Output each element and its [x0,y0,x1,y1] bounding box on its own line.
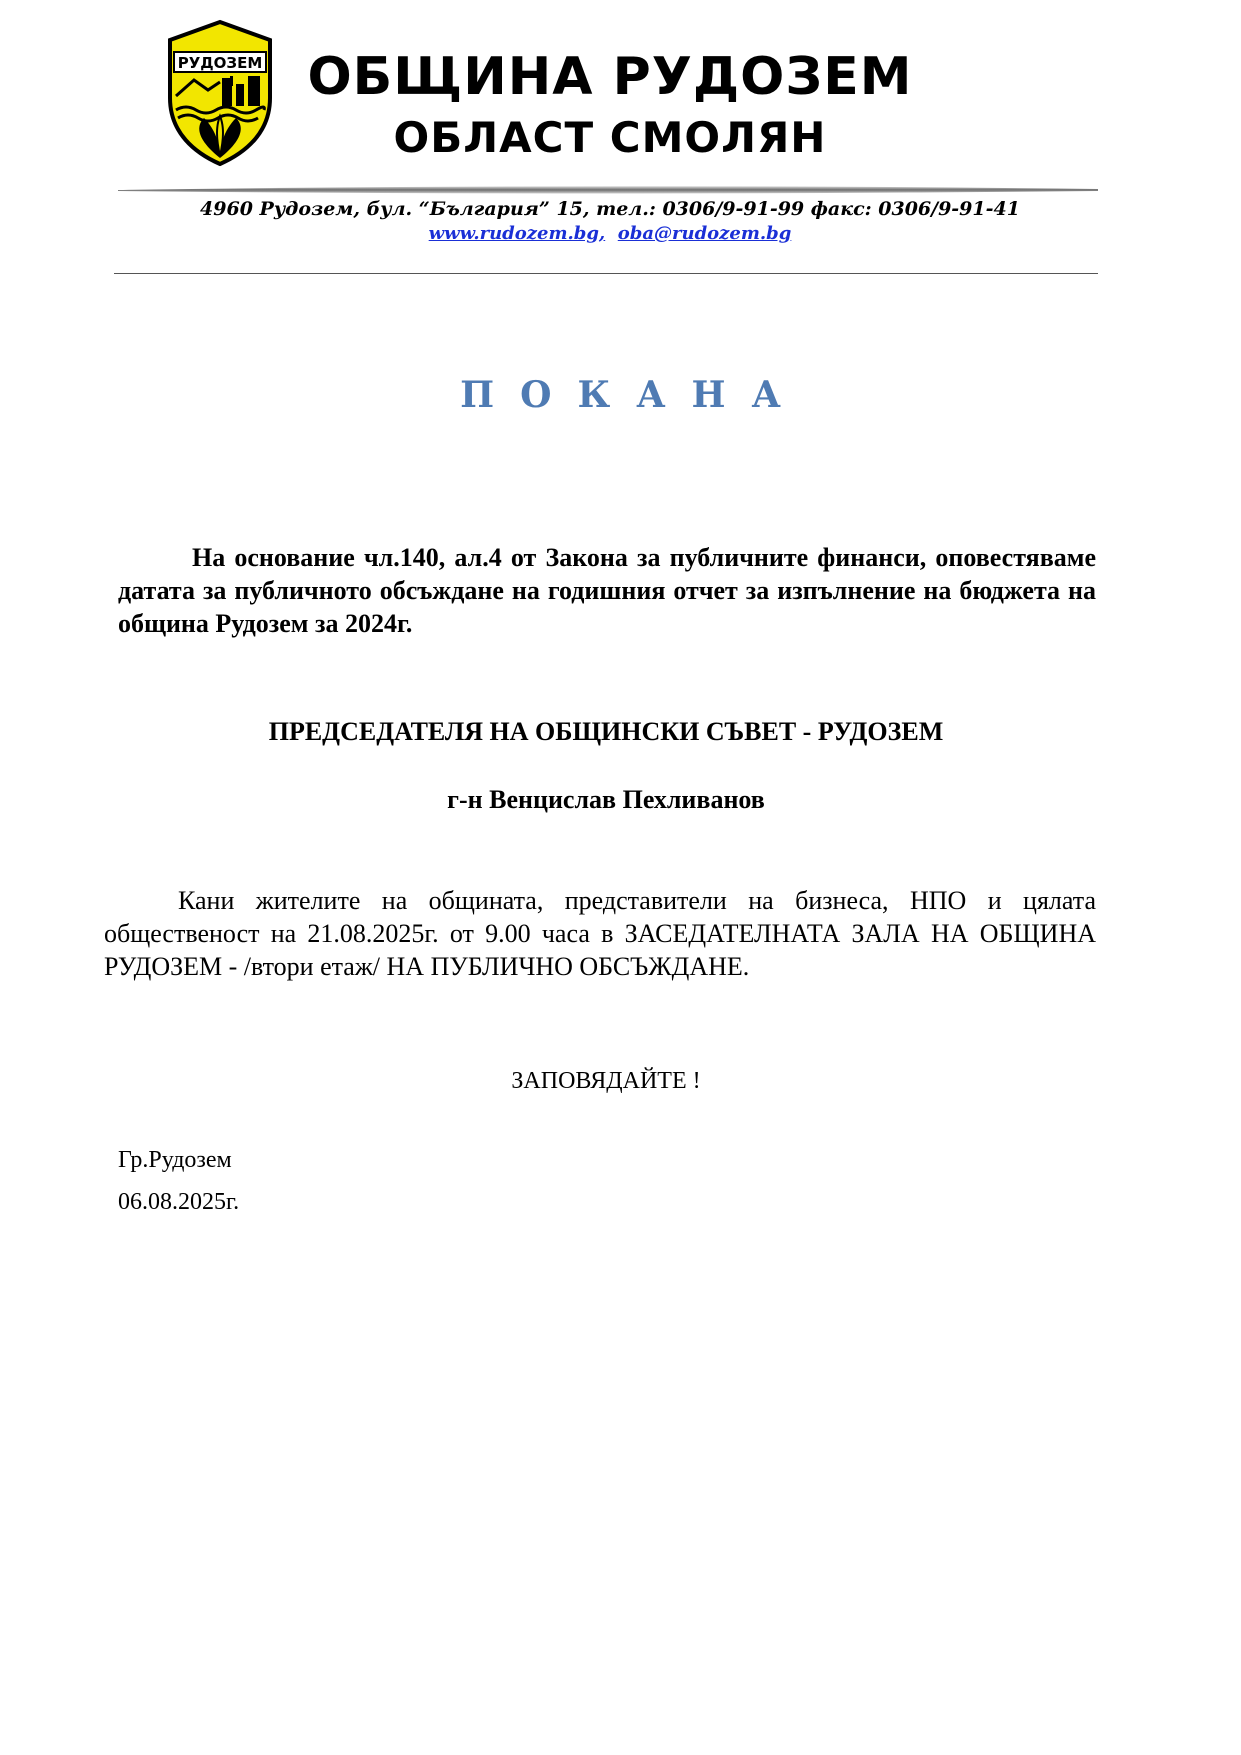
header-divider-bar [118,184,1098,194]
organization-region: ОБЛАСТ СМОЛЯН [393,113,827,162]
contact-line: 4960 Рудозем, бул. “България” 15, тел.: 0306/9-91-99 факс: 0306/9-91-41 [200,198,1020,220]
website-link[interactable]: www.rudozem.bg, [428,223,606,244]
invitation-paragraph-text: Кани жителите на общината, представители на бизнеса, НПО и цялата общественост на 21.08.2025г. от 9.00 часа в ЗАСЕДАТЕЛНАТА ЗАЛА НА ОБЩИНА РУДОЗЕМ - /втори етаж/ НА ПУБЛИЧНО ОБСЪЖДАНЕ. [104,886,1096,981]
chair-name: г-н Венцислав Пехливанов [447,785,765,814]
invitation-paragraph [104,884,1096,983]
header-rule [114,273,1098,274]
municipality-crest-logo [160,18,280,168]
intro-paragraph [118,541,1096,640]
contact-links [120,222,1100,246]
intro-paragraph-text: На основание чл.140, ал.4 от Закона за публичните финанси, оповестяваме датата за публичното обсъждане на годишния отчет за изпълнение на бюджета на община Рудозем за 2024г. [118,543,1096,638]
welcome-text: ЗАПОВЯДАЙТЕ ! [511,1068,701,1094]
organization-name: ОБЩИНА РУДОЗЕМ [307,47,913,107]
email-link[interactable]: oba@rudozem.bg [617,223,792,244]
crest-text: РУДОЗЕМ [177,54,263,72]
date-text: 06.08.2025г. [118,1189,240,1215]
document-title: ПОКАНА [460,374,807,416]
place-text: Гр.Рудозем [118,1147,232,1173]
chair-title: ПРЕДСЕДАТЕЛЯ НА ОБЩИНСКИ СЪВЕТ - РУДОЗЕМ [268,717,944,746]
